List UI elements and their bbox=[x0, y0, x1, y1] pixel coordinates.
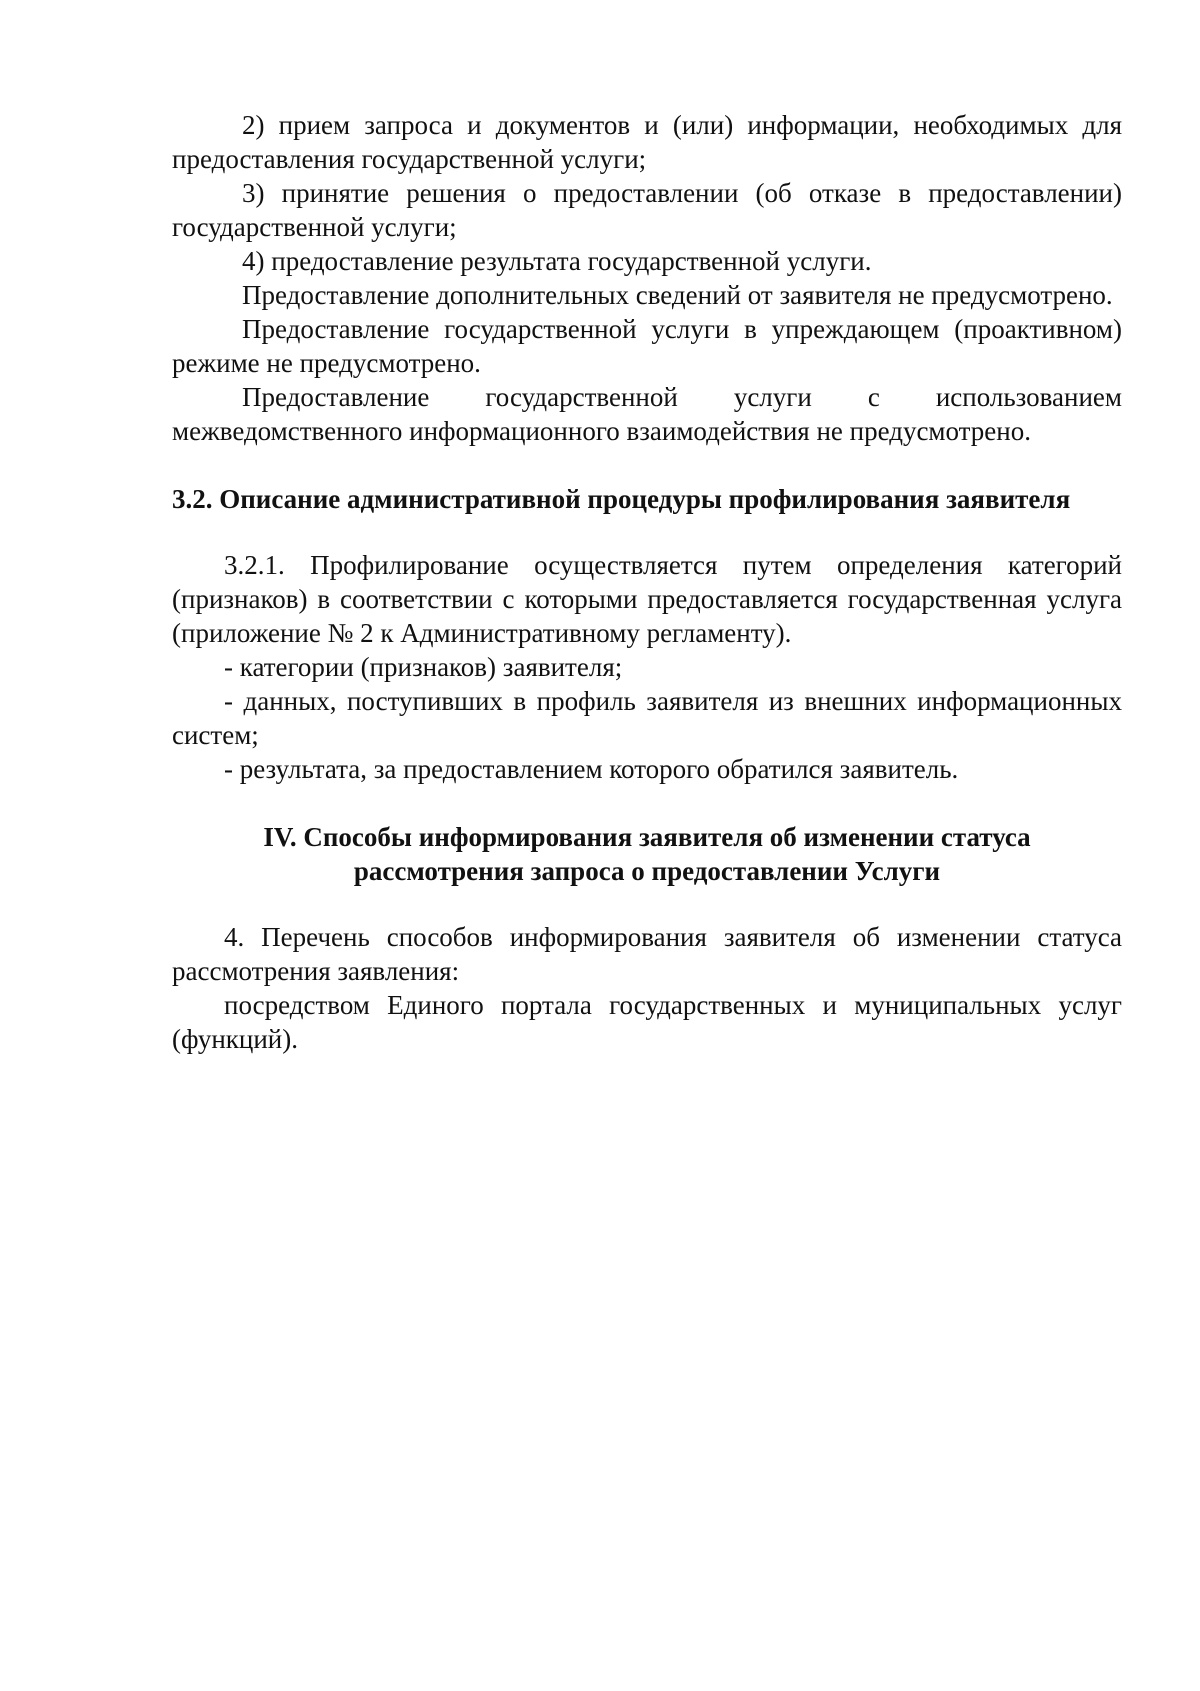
section-4-method: посредством Единого портала государственных и муниципальных услуг (функций). bbox=[172, 990, 1122, 1054]
section-3-2-paragraph: 3.2.1. Профилирование осуществляется путем определения категорий (признаков) в соответствии с которыми предоставляется государственная услуга (приложение № 2 к Административному регламенту). bbox=[172, 550, 1122, 648]
section-4-title-line-2: рассмотрения запроса о предоставлении Услуги bbox=[353, 856, 941, 886]
section-4-paragraph: 4. Перечень способов информирования заявителя об изменении статуса рассмотрения заявления: bbox=[172, 922, 1122, 986]
intro-item-3: 3) принятие решения о предоставлении (об отказе в предоставлении) государственной услуги; bbox=[172, 178, 1122, 242]
intro-note-proactive: Предоставление государственной услуги в упреждающем (проактивном) режиме не предусмотрено. bbox=[172, 314, 1122, 378]
intro-note-additional-info: Предоставление дополнительных сведений от заявителя не предусмотрено. bbox=[242, 280, 1113, 310]
intro-note-interagency: Предоставление государственной услуги с использованием межведомственного информационного взаимодействия не предусмотрено. bbox=[172, 382, 1122, 446]
section-3-2-bullet-1: - категории (признаков) заявителя; bbox=[224, 652, 623, 682]
document-body bbox=[172, 108, 1122, 1056]
section-3-2-title: 3.2. Описание административной процедуры профилирования заявителя bbox=[172, 484, 1071, 514]
section-4-title-line-1: IV. Способы информирования заявителя об изменении статуса bbox=[263, 822, 1031, 852]
intro-item-4: 4) предоставление результата государственной услуги. bbox=[242, 246, 872, 276]
section-3-2-bullet-2: - данных, поступивших в профиль заявителя из внешних информационных систем; bbox=[172, 686, 1122, 750]
section-3-2-bullet-3: - результата, за предоставлением которого обратился заявитель. bbox=[224, 754, 959, 784]
intro-item-2: 2) прием запроса и документов и (или) информации, необходимых для предоставления государственной услуги; bbox=[172, 110, 1122, 174]
section-4-title bbox=[172, 820, 1122, 888]
